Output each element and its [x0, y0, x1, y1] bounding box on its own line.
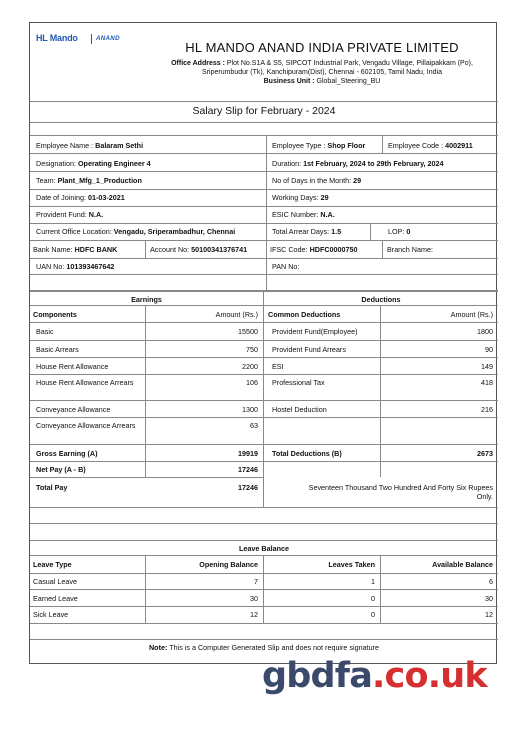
location: Vengadu, Sriperambadhur, Chennai [113, 227, 236, 236]
leave-col-type: Leave Type [33, 560, 72, 569]
deduction-amount: 90 [485, 345, 493, 354]
earning-label: Conveyance Allowance [36, 405, 111, 414]
leave-available: 6 [489, 577, 493, 586]
leave-col-available: Available Balance [432, 560, 493, 569]
footer-note [30, 643, 498, 652]
net-pay-label: Net Pay (A - B) [36, 465, 86, 474]
employee-type-label: Employee Type : [272, 141, 326, 150]
pan-label: PAN No: [272, 262, 300, 271]
leave-type: Earned Leave [33, 594, 78, 603]
days-month: 29 [353, 176, 362, 185]
total-deductions-amount: 2673 [477, 449, 493, 458]
employee-code: 4002911 [445, 141, 473, 150]
working-days-label: Working Days: [272, 193, 319, 202]
leave-available: 30 [485, 594, 493, 603]
watermark [262, 656, 487, 696]
gross-amount: 19919 [238, 449, 258, 458]
deduction-amount: 418 [481, 378, 493, 387]
pan-field [272, 262, 299, 271]
deduction-label: Hostel Deduction [272, 405, 327, 414]
esic-label: ESIC Number: [272, 210, 319, 219]
slip-title: Salary Slip for February - 2024 [192, 105, 336, 117]
employee-code-label: Employee Code : [388, 141, 444, 150]
leave-col-taken: Leaves Taken [328, 560, 375, 569]
employee-name-field [36, 141, 143, 150]
company-logo [36, 31, 146, 49]
earning-amount: 1300 [242, 405, 258, 414]
amount-in-words-line2: Only. [476, 492, 493, 501]
designation-label: Designation: [36, 159, 76, 168]
leave-type: Casual Leave [33, 577, 77, 586]
deduction-label: ESI [272, 362, 284, 371]
arrear: 1.5 [331, 227, 342, 236]
account-field [150, 245, 247, 254]
deduction-label: Provident Fund(Employee) [272, 327, 358, 336]
team: Plant_Mfg_1_Production [57, 176, 142, 185]
logo-primary: HL Mando [36, 33, 78, 43]
watermark-part1: gbdfa [262, 656, 373, 696]
earning-label: House Rent Allowance Arrears [36, 378, 134, 387]
note-label: Note: [148, 643, 168, 652]
deduction-label: Professional Tax [272, 378, 325, 387]
gross-label: Gross Earning (A) [36, 449, 98, 458]
branch-field [387, 245, 433, 254]
earning-label: House Rent Allowance [36, 362, 109, 371]
earning-amount: 63 [250, 421, 258, 430]
address-line2: Sriperumbudur (Tk), Kanchipuram(Dist), Chennai - 602105, Tamil Nadu, India [202, 69, 442, 76]
employee-name-label: Employee Name : [36, 141, 94, 150]
salary-slip [29, 22, 497, 664]
company-address [152, 59, 492, 86]
employee-type: Shop Floor [327, 141, 366, 150]
leave-opening: 30 [250, 594, 258, 603]
lop-label: LOP: [388, 227, 405, 236]
note-text: This is a Computer Generated Slip and does not require signature [169, 643, 379, 652]
leave-taken: 0 [371, 610, 375, 619]
leave-opening: 12 [250, 610, 258, 619]
business-unit-label: Business Unit : [263, 78, 315, 85]
deductions-col-component: Common Deductions [268, 310, 341, 319]
days-month-field [272, 176, 361, 185]
team-label: Team: [36, 176, 56, 185]
arrear-field [272, 227, 341, 236]
team-field [36, 176, 142, 185]
logo-secondary: ANAND [96, 35, 120, 42]
days-month-label: No of Days in the Month: [272, 176, 352, 185]
earnings-title: Earnings [131, 295, 162, 304]
employee-type-field [272, 141, 365, 150]
address-label: Office Address : [171, 60, 225, 67]
watermark-part2: .co.uk [372, 656, 487, 696]
bank: HDFC BANK [74, 245, 118, 254]
deduction-amount: 216 [481, 405, 493, 414]
duration: 1st February, 2024 to 29th February, 2024 [303, 159, 444, 168]
branch-label: Branch Name: [387, 245, 433, 254]
doj: 01-03-2021 [87, 193, 125, 202]
business-unit: Global_Steering_BU [316, 78, 381, 85]
deductions-col-amount: Amount (Rs.) [450, 310, 493, 319]
doj-field [36, 193, 125, 202]
lop: 0 [406, 227, 411, 236]
address-line1: Plot No.S1A & S5, SIPCOT Industrial Park, Vengadu Village, Pillaipakkam (Po), [226, 60, 473, 67]
earning-amount: 2200 [242, 362, 258, 371]
account: 50100341376741 [191, 245, 248, 254]
pf-label: Provident Fund: [36, 210, 87, 219]
designation-field [36, 159, 151, 168]
deduction-amount: 149 [481, 362, 493, 371]
deduction-label: Provident Fund Arrears [272, 345, 346, 354]
designation: Operating Engineer 4 [77, 159, 151, 168]
ifsc-field [270, 245, 358, 254]
ifsc: HDFC0000750 [309, 245, 358, 254]
earning-label: Conveyance Allowance Arrears [36, 421, 136, 430]
earning-label: Basic Arrears [36, 345, 79, 354]
duration-field [272, 159, 444, 168]
leave-taken: 1 [371, 577, 375, 586]
pf-field [36, 210, 103, 219]
earnings-col-component: Components [33, 310, 77, 319]
leave-taken: 0 [371, 594, 375, 603]
location-field [36, 227, 235, 236]
total-pay-label: Total Pay [36, 483, 68, 492]
esic-field [272, 210, 335, 219]
leave-type: Sick Leave [33, 610, 69, 619]
duration-label: Duration: [272, 159, 302, 168]
employee-name: Balaram Sethi [95, 141, 144, 150]
arrear-label: Total Arrear Days: [272, 227, 330, 236]
employee-code-field [388, 141, 473, 150]
logo-divider [91, 34, 92, 44]
leave-title: Leave Balance [239, 544, 289, 553]
earning-label: Basic [36, 327, 54, 336]
total-pay-amount: 17246 [238, 483, 258, 492]
earnings-col-amount: Amount (Rs.) [215, 310, 258, 319]
amount-in-words-line1: Seventeen Thousand Two Hundred And Forty Six Rupees [308, 483, 493, 492]
leave-opening: 7 [254, 577, 258, 586]
leave-col-opening: Opening Balance [199, 560, 258, 569]
net-pay-amount: 17246 [238, 465, 258, 474]
earning-amount: 106 [246, 378, 258, 387]
doj-label: Date of Joining: [36, 193, 86, 202]
deductions-title: Deductions [361, 295, 401, 304]
leave-available: 12 [485, 610, 493, 619]
bank-label: Bank Name: [33, 245, 73, 254]
company-name: HL MANDO ANAND INDIA PRIVATE LIMITED [185, 40, 459, 55]
total-deductions-label: Total Deductions (B) [272, 449, 342, 458]
ifsc-label: IFSC Code: [270, 245, 308, 254]
pf: N.A. [88, 210, 104, 219]
bank-field [33, 245, 117, 254]
account-label: Account No: [150, 245, 190, 254]
uan-label: UAN No: [36, 262, 65, 271]
working-days-field [272, 193, 329, 202]
deduction-amount: 1800 [477, 327, 493, 336]
working-days: 29 [320, 193, 329, 202]
lop-field [388, 227, 410, 236]
earning-amount: 15500 [238, 327, 258, 336]
uan: 101393467642 [66, 262, 115, 271]
esic: N.A. [320, 210, 335, 219]
location-label: Current Office Location: [36, 227, 112, 236]
uan-field [36, 262, 114, 271]
earning-amount: 750 [246, 345, 258, 354]
